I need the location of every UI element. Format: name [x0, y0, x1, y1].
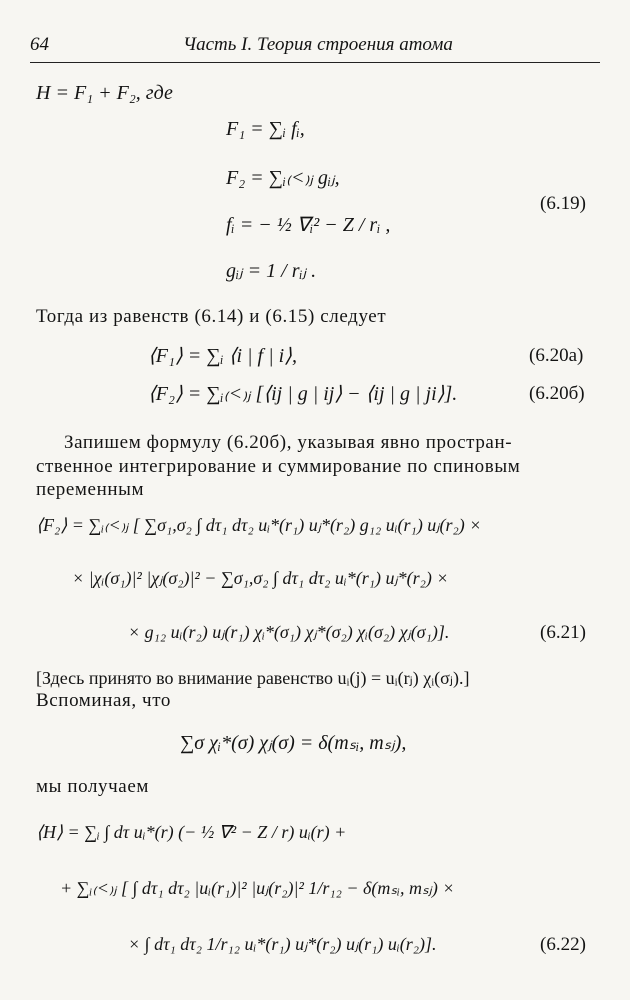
equation-6-19-line-1: F₁ = ∑ᵢ fᵢ,: [226, 118, 305, 140]
equation-kronecker-delta: ∑σ χᵢ*(σ) χⱼ(σ) = δ(mₛᵢ, mₛⱼ),: [180, 732, 407, 754]
paragraph-4: мы получаем: [36, 776, 149, 797]
equation-number-6-21: (6.21): [540, 622, 586, 643]
paragraph-1: Тогда из равенств (6.14) и (6.15) следует: [36, 306, 387, 327]
equation-6-19-intro: H = F₁ + F₂, где: [36, 82, 173, 104]
equation-6-20a: ⟨F₁⟩ = ∑ᵢ ⟨i | f | i⟩,: [148, 345, 297, 367]
equation-6-20b: ⟨F₂⟩ = ∑ᵢ₍<₎ⱼ [⟨ij | g | ij⟩ − ⟨ij | g | ji⟩].: [148, 383, 458, 405]
equation-6-19-line-3: fᵢ = − ½ ∇ᵢ² − Z / rᵢ ,: [226, 214, 391, 236]
equation-6-19-line-2: F₂ = ∑ᵢ₍<₎ⱼ gᵢⱼ,: [226, 167, 340, 189]
page-number: 64: [30, 34, 49, 55]
equation-6-22-line-2: + ∑ᵢ₍<₎ⱼ [ ∫ dτ₁ dτ₂ |uᵢ(r₁)|² |uⱼ(r₂)|² 1/r₁₂ − δ(mₛᵢ, mₛⱼ) ×: [60, 878, 455, 898]
equation-6-21-line-2: × |χᵢ(σ₁)|² |χⱼ(σ₂)|² − ∑σ₁,σ₂ ∫ dτ₁ dτ₂ uᵢ*(r₁) uⱼ*(r₂) ×: [72, 568, 449, 588]
paragraph-3-line-1: [Здесь принято во внимание равенство uᵢ(j) = uᵢ(rⱼ) χᵢ(σⱼ).]: [36, 668, 470, 688]
header-rule: [30, 62, 600, 63]
equation-6-22-line-3: × ∫ dτ₁ dτ₂ 1/r₁₂ uᵢ*(r₁) uⱼ*(r₂) uⱼ(r₁) uᵢ(r₂)].: [128, 934, 437, 954]
equation-6-22-line-1: ⟨H⟩ = ∑ᵢ ∫ dτ uᵢ*(r) (− ½ ∇² − Z / r) uᵢ(r) +: [36, 822, 347, 842]
equation-6-21-line-3: × g₁₂ uᵢ(r₂) uⱼ(r₁) χᵢ*(σ₁) χⱼ*(σ₂) χᵢ(σ₂) χⱼ(σ₁)].: [128, 622, 450, 642]
paragraph-2-line-2: ственное интегрирование и суммирование по спиновым: [36, 456, 521, 477]
paragraph-3-line-2: Вспоминая, что: [36, 690, 171, 711]
equation-6-21-line-1: ⟨F₂⟩ = ∑ᵢ₍<₎ⱼ [ ∑σ₁,σ₂ ∫ dτ₁ dτ₂ uᵢ*(r₁) uⱼ*(r₂) g₁₂ uᵢ(r₁) uⱼ(r₂) ×: [36, 515, 482, 535]
equation-number-6-22: (6.22): [540, 934, 586, 955]
paragraph-2-line-3: переменным: [36, 479, 145, 500]
equation-number-6-20b: (6.20б): [529, 383, 585, 404]
running-title: Часть I. Теория строения атома: [183, 34, 453, 55]
equation-number-6-19: (6.19): [540, 193, 586, 214]
equation-6-19-line-4: gᵢⱼ = 1 / rᵢⱼ .: [226, 260, 317, 282]
equation-number-6-20a: (6.20а): [529, 345, 584, 366]
paragraph-2-line-1: Запишем формулу (6.20б), указывая явно простран-: [64, 432, 513, 453]
